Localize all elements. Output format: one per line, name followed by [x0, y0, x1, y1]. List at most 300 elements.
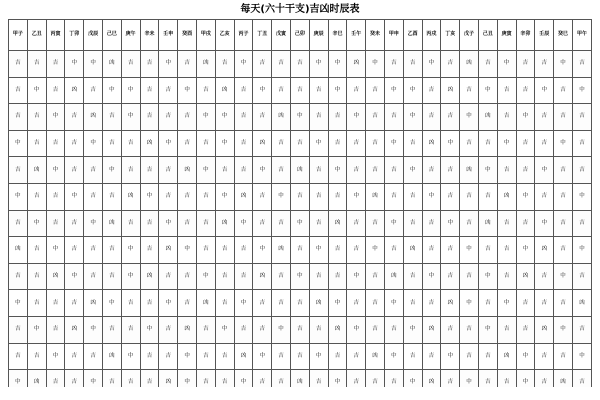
cell-text: 凶 [90, 113, 96, 120]
cell-text: 吉 [146, 352, 153, 359]
cell-text: 吉 [184, 60, 190, 67]
cell-text: 吉 [503, 326, 510, 333]
cell-text: 中 [184, 379, 190, 386]
cell-text: 吉 [33, 299, 40, 306]
cell-text: 吉 [221, 246, 228, 253]
table-cell [384, 130, 403, 157]
cell-text: 吉 [221, 352, 228, 359]
table-cell [253, 51, 272, 78]
cell-text: 吉 [372, 86, 378, 93]
table-cell [159, 290, 178, 317]
cell-text: 中 [522, 246, 529, 253]
cell-text: 吉 [278, 352, 284, 359]
table-cell [478, 157, 497, 184]
table-cell [554, 316, 573, 343]
cell-text: 吉 [240, 326, 247, 333]
header-cell-text: 庚寅 [501, 31, 512, 38]
table-row [9, 51, 592, 78]
table-cell [497, 343, 516, 370]
table-cell [102, 263, 121, 290]
cell-text: 吉 [522, 326, 529, 333]
cell-text: 中 [560, 140, 566, 147]
header-cell-text: 甲午 [576, 31, 587, 38]
table-cell [27, 104, 46, 131]
cell-text: 吉 [466, 326, 472, 333]
table-cell [253, 343, 272, 370]
table-cell [253, 104, 272, 131]
table-cell [234, 51, 253, 78]
table-cell [309, 104, 328, 131]
table-cell [384, 77, 403, 104]
table-cell [366, 104, 385, 131]
cell-text: 吉 [52, 193, 59, 200]
table-cell [196, 77, 215, 104]
cell-text: 中 [221, 140, 228, 147]
table-cell [366, 77, 385, 104]
cell-text: 吉 [541, 113, 547, 120]
table-cell [441, 157, 460, 184]
cell-text: 中 [334, 86, 341, 93]
cell-text: 吉 [466, 193, 472, 200]
cell-text: 吉 [522, 219, 529, 226]
cell-text: 吉 [334, 113, 341, 120]
table-cell [272, 370, 291, 387]
table-cell [572, 263, 591, 290]
cell-text: 吉 [297, 60, 303, 67]
table-cell [366, 316, 385, 343]
cell-text: 中 [259, 86, 266, 93]
table-cell [290, 157, 309, 184]
header-cell-text: 丁丑 [257, 31, 268, 38]
header-cell-text: 壬辰 [539, 31, 550, 38]
table-cell [403, 237, 422, 264]
table-cell [328, 51, 347, 78]
table-cell [272, 157, 291, 184]
cell-text: 吉 [165, 193, 172, 200]
cell-text: 吉 [90, 273, 96, 280]
table-cell [535, 104, 554, 131]
table-cell [309, 263, 328, 290]
table-cell [46, 104, 65, 131]
table-cell [535, 237, 554, 264]
table-cell [535, 343, 554, 370]
cell-text: 凶 [372, 352, 378, 359]
cell-text: 吉 [372, 140, 378, 147]
cell-text: 中 [297, 219, 303, 226]
cell-text: 中 [485, 166, 491, 173]
table-cell [535, 210, 554, 237]
cell-text: 吉 [391, 379, 397, 386]
table-cell [121, 104, 140, 131]
cell-text: 吉 [447, 326, 453, 333]
table-cell [121, 316, 140, 343]
cell-text: 吉 [334, 273, 341, 280]
cell-text: 吉 [127, 326, 134, 333]
table-cell [102, 183, 121, 210]
table-header-cell [290, 20, 309, 51]
cell-text: 中 [391, 86, 397, 93]
cell-text: 吉 [315, 193, 322, 200]
header-cell-text: 甲子 [12, 31, 23, 38]
cell-text: 吉 [391, 326, 397, 333]
cell-text: 吉 [15, 326, 21, 333]
table-header-cell [215, 20, 234, 51]
table-cell [535, 51, 554, 78]
cell-text: 中 [203, 113, 209, 120]
cell-text: 中 [165, 299, 172, 306]
table-cell [441, 370, 460, 387]
cell-text: 吉 [127, 299, 134, 306]
cell-text: 凶 [297, 379, 303, 386]
cell-text: 吉 [52, 379, 59, 386]
table-cell [121, 77, 140, 104]
cell-text: 吉 [428, 219, 435, 226]
table-header-cell [253, 20, 272, 51]
cell-text: 吉 [447, 246, 453, 253]
cell-text: 吉 [579, 140, 585, 147]
cell-text: 吉 [579, 273, 585, 280]
table-cell [178, 290, 197, 317]
table-cell [84, 343, 103, 370]
table-cell [554, 263, 573, 290]
table-header-cell [422, 20, 441, 51]
cell-text: 吉 [240, 113, 247, 120]
table-cell [140, 290, 159, 317]
table-row [9, 130, 592, 157]
table-cell [234, 157, 253, 184]
cell-text: 凶 [240, 352, 247, 359]
cell-text: 吉 [372, 219, 378, 226]
table-cell [9, 237, 28, 264]
table-cell [196, 51, 215, 78]
cell-text: 凶 [428, 379, 435, 386]
cell-text: 中 [127, 86, 134, 93]
cell-text: 凶 [278, 113, 284, 120]
table-cell [554, 210, 573, 237]
cell-text: 中 [503, 60, 510, 67]
cell-text: 吉 [71, 113, 78, 120]
table-cell [121, 130, 140, 157]
cell-text: 中 [127, 352, 134, 359]
table-cell [27, 77, 46, 104]
table-cell [102, 77, 121, 104]
cell-text: 吉 [541, 60, 547, 67]
table-cell [309, 290, 328, 317]
cell-text: 吉 [409, 193, 416, 200]
cell-text: 吉 [259, 326, 266, 333]
table-cell [497, 104, 516, 131]
cell-text: 中 [33, 219, 40, 226]
table-cell [65, 263, 84, 290]
table-cell [140, 183, 159, 210]
table-cell [253, 183, 272, 210]
table-header-cell [572, 20, 591, 51]
cell-text: 中 [315, 352, 322, 359]
table-cell [178, 343, 197, 370]
cell-text: 吉 [165, 166, 172, 173]
cell-text: 吉 [560, 299, 566, 306]
table-cell [234, 343, 253, 370]
table-cell [272, 263, 291, 290]
header-cell-text: 癸酉 [182, 31, 193, 38]
table-cell [460, 263, 479, 290]
table-cell [196, 316, 215, 343]
table-cell [65, 370, 84, 387]
table-cell [478, 263, 497, 290]
table-cell [140, 51, 159, 78]
table-cell [84, 104, 103, 131]
cell-text: 吉 [33, 246, 40, 253]
table-cell [121, 210, 140, 237]
cell-text: 中 [15, 379, 21, 386]
cell-text: 吉 [334, 140, 341, 147]
table-cell [9, 130, 28, 157]
cell-text: 中 [259, 166, 266, 173]
cell-text: 吉 [560, 246, 566, 253]
table-cell [234, 104, 253, 131]
cell-text: 吉 [52, 219, 59, 226]
table-cell [215, 104, 234, 131]
table-cell [290, 77, 309, 104]
cell-text: 吉 [203, 193, 209, 200]
table-cell [27, 183, 46, 210]
table-cell [290, 210, 309, 237]
cell-text: 凶 [503, 193, 510, 200]
table-cell [478, 290, 497, 317]
table-cell [328, 183, 347, 210]
cell-text: 凶 [541, 326, 547, 333]
table-cell [478, 210, 497, 237]
cell-text: 吉 [127, 219, 134, 226]
table-cell [272, 104, 291, 131]
cell-text: 吉 [146, 86, 153, 93]
table-cell [196, 130, 215, 157]
cell-text: 吉 [541, 379, 547, 386]
table-cell [84, 157, 103, 184]
table-cell [403, 130, 422, 157]
cell-text: 吉 [485, 352, 491, 359]
table-cell [272, 51, 291, 78]
table-cell [441, 237, 460, 264]
cell-text: 吉 [33, 193, 40, 200]
table-cell [403, 183, 422, 210]
cell-text: 吉 [315, 219, 322, 226]
table-cell [9, 183, 28, 210]
cell-text: 吉 [315, 326, 322, 333]
cell-text: 中 [297, 113, 303, 120]
table-cell [196, 343, 215, 370]
cell-text: 吉 [15, 86, 21, 93]
cell-text: 中 [560, 273, 566, 280]
cell-text: 中 [522, 352, 529, 359]
cell-text: 吉 [560, 352, 566, 359]
table-cell [27, 130, 46, 157]
table-cell [272, 183, 291, 210]
table-cell [403, 316, 422, 343]
table-cell [366, 130, 385, 157]
cell-text: 吉 [33, 113, 40, 120]
table-cell [347, 210, 366, 237]
table-cell [46, 183, 65, 210]
table-cell [290, 316, 309, 343]
table-header-cell [347, 20, 366, 51]
table-cell [46, 343, 65, 370]
table-cell [159, 183, 178, 210]
header-cell-text: 丁卯 [69, 31, 80, 38]
table-cell [121, 183, 140, 210]
cell-text: 中 [541, 86, 547, 93]
table-cell [535, 263, 554, 290]
table-cell [121, 51, 140, 78]
table-cell [497, 210, 516, 237]
table-cell [121, 370, 140, 387]
table-cell [102, 210, 121, 237]
cell-text: 吉 [409, 352, 416, 359]
cell-text: 中 [90, 219, 96, 226]
table-header-cell [65, 20, 84, 51]
cell-text: 吉 [522, 86, 529, 93]
table-cell [403, 210, 422, 237]
table-cell [65, 77, 84, 104]
cell-text: 吉 [391, 166, 397, 173]
cell-text: 中 [466, 113, 472, 120]
cell-text: 吉 [127, 166, 134, 173]
cell-text: 吉 [334, 352, 341, 359]
cell-text: 吉 [522, 166, 529, 173]
table-cell [234, 130, 253, 157]
cell-text: 中 [560, 326, 566, 333]
cell-text: 中 [165, 140, 172, 147]
cell-text: 吉 [33, 140, 40, 147]
table-cell [460, 237, 479, 264]
cell-text: 吉 [71, 246, 78, 253]
table-header-cell [309, 20, 328, 51]
cell-text: 吉 [52, 60, 59, 67]
table-cell [572, 343, 591, 370]
table-cell [460, 210, 479, 237]
table-cell [46, 263, 65, 290]
table-cell [403, 343, 422, 370]
table-cell [159, 77, 178, 104]
table-cell [403, 290, 422, 317]
table-cell [253, 263, 272, 290]
table-cell [140, 237, 159, 264]
table-cell [121, 290, 140, 317]
cell-text: 吉 [447, 113, 453, 120]
cell-text: 吉 [503, 246, 510, 253]
cell-text: 中 [15, 193, 21, 200]
table-cell [253, 130, 272, 157]
cell-text: 中 [466, 246, 472, 253]
cell-text: 吉 [560, 219, 566, 226]
cell-text: 中 [52, 113, 59, 120]
table-cell [422, 316, 441, 343]
cell-text: 吉 [579, 326, 585, 333]
table-cell [196, 237, 215, 264]
table-header-cell [159, 20, 178, 51]
table-cell [121, 343, 140, 370]
cell-text: 中 [466, 299, 472, 306]
cell-text: 吉 [522, 140, 529, 147]
cell-text: 吉 [52, 86, 59, 93]
header-cell-text: 戊寅 [276, 31, 287, 38]
table-cell [140, 263, 159, 290]
table-cell [159, 210, 178, 237]
cell-text: 吉 [240, 140, 247, 147]
table-cell [290, 130, 309, 157]
table-cell [65, 130, 84, 157]
table-cell [253, 77, 272, 104]
cell-text: 吉 [522, 60, 529, 67]
table-cell [27, 51, 46, 78]
cell-text: 吉 [353, 352, 359, 359]
table-cell [460, 183, 479, 210]
table-cell [102, 130, 121, 157]
cell-text: 吉 [315, 166, 322, 173]
cell-text: 凶 [259, 273, 266, 280]
cell-text: 中 [240, 299, 247, 306]
cell-text: 吉 [503, 166, 510, 173]
table-cell [535, 316, 554, 343]
header-cell-text: 戊子 [464, 31, 475, 38]
cell-text: 吉 [409, 219, 416, 226]
cell-text: 中 [127, 113, 134, 120]
cell-text: 吉 [71, 299, 78, 306]
table-header-cell [196, 20, 215, 51]
table-cell [290, 237, 309, 264]
cell-text: 凶 [466, 166, 472, 173]
cell-text: 凶 [391, 273, 397, 280]
table-cell [347, 370, 366, 387]
cell-text: 中 [391, 352, 397, 359]
table-cell [215, 51, 234, 78]
header-cell-text: 己卯 [294, 31, 305, 38]
table-cell [65, 316, 84, 343]
table-cell [272, 130, 291, 157]
table-cell [460, 370, 479, 387]
cell-text: 吉 [315, 273, 322, 280]
cell-text: 吉 [240, 166, 247, 173]
cell-text: 中 [90, 326, 96, 333]
cell-text: 吉 [15, 113, 21, 120]
cell-text: 吉 [372, 166, 378, 173]
cell-text: 吉 [127, 379, 134, 386]
table-cell [102, 237, 121, 264]
cell-text: 吉 [297, 352, 303, 359]
table-row [9, 77, 592, 104]
table-cell [422, 370, 441, 387]
table-cell [9, 77, 28, 104]
table-cell [347, 237, 366, 264]
table-cell [290, 104, 309, 131]
cell-text: 中 [372, 60, 378, 67]
table-cell [328, 130, 347, 157]
cell-text: 吉 [71, 379, 78, 386]
cell-text: 吉 [221, 379, 228, 386]
cell-text: 中 [409, 113, 416, 120]
table-cell [272, 210, 291, 237]
table-cell [441, 316, 460, 343]
cell-text: 中 [90, 60, 96, 67]
table-cell [497, 157, 516, 184]
table-cell [46, 210, 65, 237]
table-cell [65, 290, 84, 317]
cell-text: 吉 [146, 60, 153, 67]
table-cell [497, 130, 516, 157]
cell-text: 中 [90, 140, 96, 147]
cell-text: 吉 [278, 86, 284, 93]
cell-text: 吉 [485, 60, 491, 67]
